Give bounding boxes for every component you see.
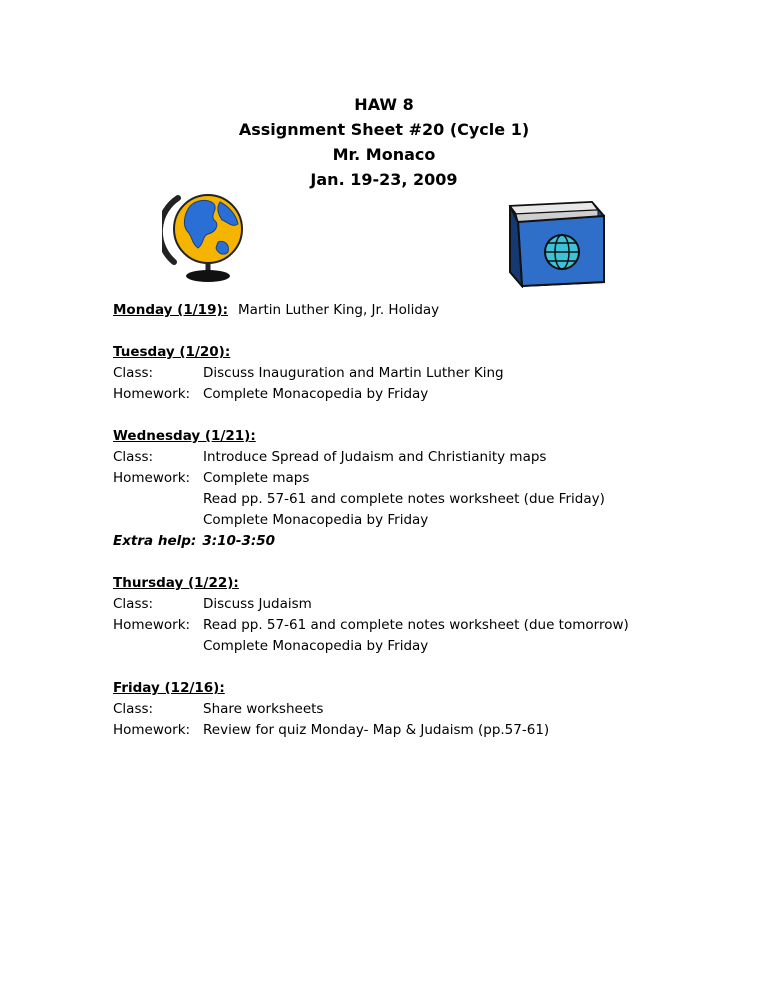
row-value: Complete maps (203, 470, 310, 486)
thursday-homework-row-2 (113, 636, 673, 657)
globe-icon (162, 184, 252, 286)
row-label: Homework: (113, 722, 191, 738)
wednesday-homework-row-2 (113, 489, 673, 510)
document-header (0, 92, 768, 192)
extra-help (113, 531, 673, 552)
wednesday-class-row (113, 447, 673, 468)
friday-class-row (113, 699, 673, 720)
row-value: Read pp. 57-61 and complete notes worksheet (due tomorrow) (203, 617, 629, 633)
row-value: Complete Monacopedia by Friday (203, 512, 429, 528)
row-value: Introduce Spread of Judaism and Christianity maps (203, 449, 547, 465)
row-value: Complete Monacopedia by Friday (203, 386, 429, 402)
row-value: Discuss Inauguration and Martin Luther King (203, 365, 504, 381)
row-label (113, 636, 203, 657)
row-value: Share worksheets (203, 701, 324, 717)
row-value: Complete Monacopedia by Friday (203, 638, 429, 654)
monday-section (113, 300, 673, 321)
row-value: Read pp. 57-61 and complete notes worksheet (due Friday) (203, 491, 605, 507)
thursday-heading: Thursday (1/22): (113, 575, 239, 591)
monday-note: Martin Luther King, Jr. Holiday (238, 302, 440, 318)
course-title: HAW 8 (354, 95, 414, 114)
row-label: Class: (113, 596, 154, 612)
row-value: Discuss Judaism (203, 596, 312, 612)
row-label (113, 510, 203, 531)
thursday-homework-row (113, 615, 673, 636)
monday-row (113, 300, 673, 321)
friday-homework-row (113, 720, 673, 741)
schedule (113, 300, 673, 762)
row-label: Class: (113, 449, 154, 465)
friday-section (113, 678, 673, 741)
monday-heading: Monday (1/19): (113, 302, 229, 318)
tuesday-heading: Tuesday (1/20): (113, 344, 231, 360)
wednesday-homework-row (113, 468, 673, 489)
tuesday-section (113, 342, 673, 405)
date-range: Jan. 19-23, 2009 (310, 170, 458, 189)
extra-help-label: Extra help: (113, 533, 197, 549)
extra-help-time: 3:10-3:50 (202, 533, 276, 549)
wednesday-heading: Wednesday (1/21): (113, 428, 256, 444)
row-label: Homework: (113, 386, 191, 402)
row-label: Homework: (113, 617, 191, 633)
row-label: Class: (113, 365, 154, 381)
wednesday-section (113, 426, 673, 552)
wednesday-homework-row-3 (113, 510, 673, 531)
thursday-section (113, 573, 673, 657)
book-icon (500, 196, 612, 288)
row-label (113, 489, 203, 510)
sheet-title: Assignment Sheet #20 (Cycle 1) (238, 120, 530, 139)
thursday-class-row (113, 594, 673, 615)
row-label: Class: (113, 701, 154, 717)
tuesday-homework-row (113, 384, 673, 405)
row-label: Homework: (113, 470, 191, 486)
row-value: Review for quiz Monday- Map & Judaism (pp.57-61) (203, 722, 550, 738)
tuesday-class-row (113, 363, 673, 384)
friday-heading: Friday (12/16): (113, 680, 225, 696)
teacher-name: Mr. Monaco (332, 145, 436, 164)
